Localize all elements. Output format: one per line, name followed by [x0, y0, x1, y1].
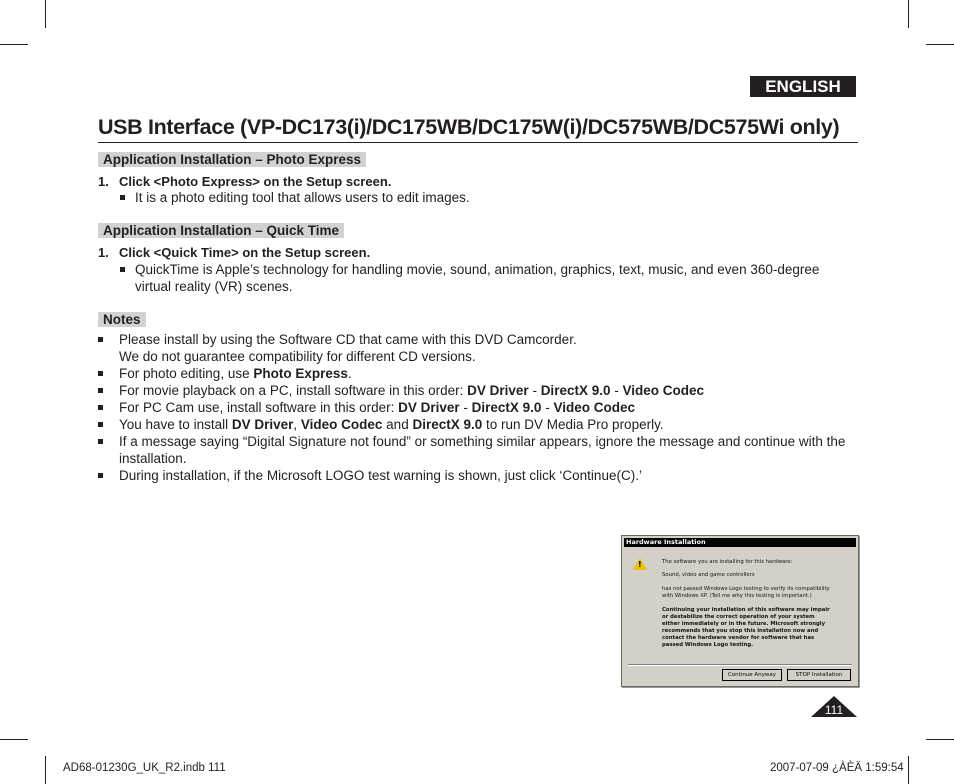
section-heading-quick-time: Application Installation – Quick Time	[98, 223, 344, 238]
note-bold: Video Codec	[622, 383, 705, 398]
note-bold: DirectX 9.0	[412, 417, 483, 432]
separator: -	[610, 383, 623, 398]
note-item	[98, 433, 858, 467]
notes-heading: Notes	[98, 312, 146, 327]
bullet-square-icon	[98, 405, 103, 410]
bullet-square-icon	[98, 371, 103, 376]
separator: -	[528, 383, 541, 398]
crop-mark	[926, 44, 954, 45]
crop-mark	[0, 739, 28, 740]
bullet-text: QuickTime is Apple’s technology for handling movie, sound, animation, graphics, text, music, and even 360-degree virtual reality (VR) scenes.	[135, 262, 820, 294]
bullet-text: It is a photo editing tool that allows users to edit images.	[135, 190, 470, 205]
dialog-warning-line: or destabilize the correct operation of your system	[662, 614, 815, 620]
crop-mark	[45, 756, 46, 784]
note-item	[98, 399, 858, 416]
dialog-title: Hardware Installation	[624, 538, 856, 547]
note-bold: Video Codec	[300, 417, 383, 432]
crop-mark	[45, 0, 46, 28]
note-text: During installation, if the Microsoft LOGO test warning is shown, just click ‘Continue(C).’	[119, 468, 642, 483]
crop-mark	[908, 756, 909, 784]
bullet-square-icon	[98, 439, 103, 444]
note-item	[98, 382, 858, 399]
separator: -	[541, 400, 554, 415]
note-text: We do not guarantee compatibility for different CD versions.	[119, 349, 476, 364]
dialog-separator	[628, 664, 852, 666]
note-text: For movie playback on a PC, install software in this order:	[119, 383, 468, 398]
dialog-warning-line: Continuing your installation of this software may impair	[662, 607, 830, 613]
note-text: You have to install	[119, 417, 232, 432]
footer-file-info: AD68-01230G_UK_R2.indb 111	[63, 762, 226, 774]
bullet-square-icon	[120, 195, 125, 200]
dialog-warning-line: recommends that you stop this installation now and	[662, 628, 819, 634]
dialog-warning-line: passed Windows Logo testing.	[662, 642, 754, 648]
note-text: Please install by using the Software CD that came with this DVD Camcorder.	[119, 332, 577, 347]
dialog-warning-line: contact the hardware vendor for software that has	[662, 635, 815, 641]
hardware-installation-dialog	[621, 535, 859, 687]
note-bold: DV Driver	[467, 383, 529, 398]
step-text: Click <Quick Time> on the Setup screen.	[119, 245, 371, 260]
bullet-item	[120, 261, 830, 295]
bullet-square-icon	[120, 267, 125, 272]
note-bold: DirectX 9.0	[540, 383, 611, 398]
note-item	[98, 365, 858, 382]
dialog-line: with Windows XP. (Tell me why this testing is important.)	[662, 593, 812, 599]
bullet-square-icon	[98, 422, 103, 427]
note-text: ,	[293, 417, 301, 432]
note-bold: Video Codec	[553, 400, 635, 415]
note-text: to run DV Media Pro properly.	[482, 417, 664, 432]
bullet-square-icon	[98, 473, 103, 478]
page-number: 111	[824, 703, 844, 717]
warning-icon: !	[633, 558, 647, 570]
section-heading-photo-express: Application Installation – Photo Express	[98, 152, 366, 167]
step-text: Click <Photo Express> on the Setup screen.	[119, 174, 392, 189]
note-text: and	[382, 417, 413, 432]
step-quick-time	[98, 245, 370, 260]
note-text: For PC Cam use, install software in this order:	[119, 400, 399, 415]
step-number: 1.	[98, 245, 109, 260]
page-title: USB Interface (VP-DC173(i)/DC175WB/DC175W(i)/DC575WB/DC575Wi only)	[98, 115, 858, 143]
note-item	[98, 467, 858, 484]
dialog-warning-line: either immediately or in the future. Microsoft strongly	[662, 621, 826, 627]
note-text: .	[347, 366, 352, 381]
crop-mark	[908, 0, 909, 28]
crop-mark	[0, 44, 28, 45]
bullet-square-icon	[98, 388, 103, 393]
crop-mark	[926, 739, 954, 740]
separator: -	[459, 400, 472, 415]
continue-anyway-button: Continue Anyway	[722, 669, 782, 681]
step-number: 1.	[98, 174, 109, 189]
footer-timestamp: 2007-07-09 ¿ÀÈÄ 1:59:54	[770, 762, 904, 774]
dialog-line: has not passed Windows Logo testing to verify its compatibility	[662, 586, 830, 592]
note-bold: DV Driver	[398, 400, 460, 415]
note-bold: DV Driver	[231, 417, 294, 432]
note-item	[98, 416, 858, 433]
note-text: If a message saying “Digital Signature not found” or something similar appears, ignore the message and continue with the installation.	[119, 434, 846, 466]
note-bold: DirectX 9.0	[471, 400, 542, 415]
stop-installation-button: STOP Installation	[787, 669, 851, 681]
dialog-line: Sound, video and game controllers	[662, 572, 755, 578]
step-photo-express	[98, 174, 391, 189]
language-badge: ENGLISH	[750, 76, 856, 97]
dialog-line: The software you are installing for this hardware:	[662, 559, 793, 565]
bullet-item	[120, 189, 820, 206]
note-bold: Photo Express	[253, 366, 348, 381]
note-item	[98, 331, 858, 365]
bullet-square-icon	[98, 337, 103, 342]
note-text: For photo editing, use	[119, 366, 254, 381]
